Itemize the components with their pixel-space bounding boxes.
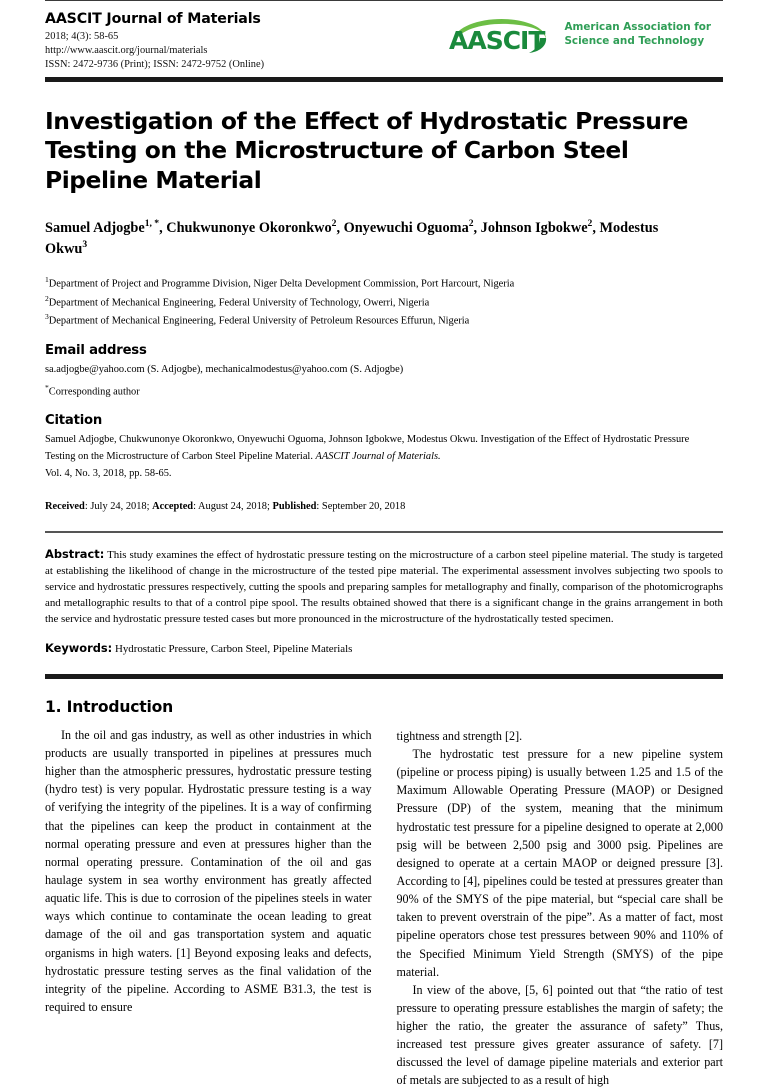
aascit-tagline-line1: American Association for [564, 21, 711, 34]
masthead-divider [45, 77, 723, 82]
accepted-value: August 24, 2018 [198, 501, 268, 513]
aascit-wordmark-icon [447, 14, 555, 56]
affiliation-item: $^3$Department of Mechanical Engineering, Federal University of Petroleum Resources Effurun, Nigeria [45, 312, 470, 327]
corresponding-author-note: *Corresponding author [45, 383, 140, 398]
spacer-below-keywords [45, 657, 723, 674]
received-value: July 24, 2018 [90, 501, 147, 513]
citation-line1: Samuel Adjogbe, Chukwunonye Okoronkwo, Onyewuchi Oguoma, Johnson Igbokwe, Modestus Okwu. Investigation of the Effect of [45, 434, 601, 446]
affiliation-item: $^1$Department of Project and Programme Division, Niger Delta Development Commission, Port Harcourt, Nigeria [45, 275, 515, 290]
keywords-label: Keywords: [45, 640, 113, 655]
citation-journal-name: AASCIT Journal of Materials. [315, 451, 441, 463]
masthead-text-block [45, 10, 264, 72]
body-column-right [397, 698, 724, 1090]
journal-masthead [45, 1, 723, 77]
journal-title: AASCIT Journal of Materials [45, 11, 261, 27]
affiliation-text: Department of Mechanical Engineering, Federal University of Petroleum Resources Effurun, Nigeria [48, 315, 470, 327]
publication-dates: Received: July 24, 2018; Accepted: August 24, 2018; Published: September 20, 2018 [45, 501, 406, 513]
journal-url[interactable]: http://www.aascit.org/journal/materials [45, 45, 208, 57]
aascit-tagline-line2: Science and Technology [564, 35, 705, 47]
aascit-tagline [564, 21, 711, 48]
corresponding-author-text: Corresponding author [48, 386, 140, 398]
author-list: Samuel Adjogbe$^{1, *}$, Chukwunonye Okoronkwo$^2$, Onyewuchi Oguoma$^2$, Johnson Igbokwe$^2$, Modestus Okwu$^3$ [45, 217, 659, 257]
published-label: Published [272, 501, 317, 513]
abstract-paragraph [45, 546, 723, 627]
published-value: September 20, 2018 [321, 501, 406, 513]
abstract-section [45, 533, 723, 657]
abstract-label: Abstract: [45, 546, 105, 561]
body-paragraph: In view of the above, [5, 6] pointed out that “the ratio of test pressure to operating pressure establishes the margin of safety; the higher the ratio, the greater the assurance of safety” Thus, increased test pressure gives greater assurance of safety. [7] discussed the level of damage pipeline materials and exterior part of metals are subjected to as a result of high [396, 982, 723, 1088]
svg-text:AASCIT: AASCIT [449, 26, 545, 55]
affiliation-list [45, 274, 723, 330]
citation-line2-plain: Hydrostatic Pressure Testing on the Microstructure of Carbon Steel Pipeline Material. [45, 434, 690, 463]
body-paragraph: In the oil and gas industry, as well as other industries in which products are usually transported in pipelines at pressures much higher than the atmospheric pressures, hydrostatic pressure testing (hydro test) is very popular. Hydrostatic pressure testing is a way of verifying the integrity of the pipelines. It is a way of confirming that the pipelines can keep the product in containment at the normal operating pressure and even at pressures higher than the normal operating pressure. Contamination of the oil and gas haulage system in sea worthy environment has greatly affected aquatic life. This is due to corrosion of the pipelines steels in water ways which continue to contaminate the ocean leading to great damage of the oil and gas transportation system and aquatic organisms in high waters. [1] Beyond exposing leaks and defects, hydrostatic pressure testing serves as the final validation of the integrity of the pipeline. According to ASME B31.3, the test is required to ensure [45, 727, 372, 1014]
body-columns [45, 679, 723, 1090]
received-label: Received [45, 501, 85, 513]
affiliation-item: $^2$Department of Mechanical Engineering, Federal University of Technology, Owerri, Nigeria [45, 293, 430, 309]
journal-volume-line: 2018; 4(3): 58-65 [45, 31, 119, 43]
email-heading: Email address [45, 342, 147, 358]
section-heading-introduction: 1. Introduction [45, 697, 174, 716]
citation-line3: Vol. 4, No. 3, 2018, pp. 58-65. [45, 468, 172, 480]
affiliation-text: Department of Mechanical Engineering, Federal University of Technology, Owerri, Nigeria [48, 297, 430, 309]
accepted-label: Accepted [152, 501, 194, 513]
body-paragraph: The hydrostatic test pressure for a new pipeline system (pipeline or process piping) is usually between 1.25 and 1.5 of the Maximum Allowable Operating Pressure (MAOP) or Designed Pressure (DP) of the system, meaning that the minimum hydrostatic test pressure for a pipeline designed to operate at 2,000 psig will be between 2,500 psig and 3000 psig. Pipelines are designed to operate at a certain MAOP or deigned pressure [3]. According to [4], pipelines could be tested at pressures greater than 90% of the SMYS of the pipe material, but “special care shall be taken to prevent overstrain of the pipe”. As a matter of fact, most pipeline operators chose test pressures between 90% and 110% of the Specified Minimum Yield Strength (SMYS) of the pipe material. [396, 746, 723, 979]
keywords-text: Hydrostatic Pressure, Carbon Steel, Pipeline Materials [114, 642, 353, 655]
journal-issn: ISSN: 2472-9736 (Print); ISSN: 2472-9752 (Online) [45, 58, 265, 70]
citation-heading: Citation [45, 413, 103, 429]
column-top-spacer [397, 698, 724, 727]
spacer-above-abstract [45, 515, 723, 531]
keywords-paragraph [45, 640, 723, 657]
citation-text [45, 432, 723, 483]
body-column-left [45, 698, 372, 1090]
email-addresses[interactable]: sa.adjogbe@yahoo.com (S. Adjogbe), mechanicalmodestus@yahoo.com (S. Adjogbe) [45, 363, 404, 375]
abstract-text: This study examines the effect of hydrostatic pressure testing on the microstructure of a carbon steel pipeline material. The study is targeted at establishing the likelihood of change in the microstructure of the tested pipe material. The experimental assessment involves subjecting two spools to service and hydrostatic pressures respectively, cutting the spools and preparing samples for metallography and finally, comparison of the photomicrographs and metallographic results to that of a control pipe spool. The results obtained showed that there is a significant change in the grains arrangement in both the service and hydrostatic pressure tested cases but more pronounced in the microstructure of the hydrostatically tested specimen. [45, 548, 723, 625]
aascit-logo [447, 10, 723, 56]
aascit-logo-mark [447, 14, 555, 56]
body-paragraph: tightness and strength [2]. [396, 728, 523, 743]
page-title: Investigation of the Effect of Hydrostatic Pressure Testing on the Microstructure of Carbon Steel Pipeline Material [45, 106, 688, 194]
affiliation-text: Department of Project and Programme Division, Niger Delta Development Commission, Port Harcourt, Nigeria [48, 278, 515, 290]
